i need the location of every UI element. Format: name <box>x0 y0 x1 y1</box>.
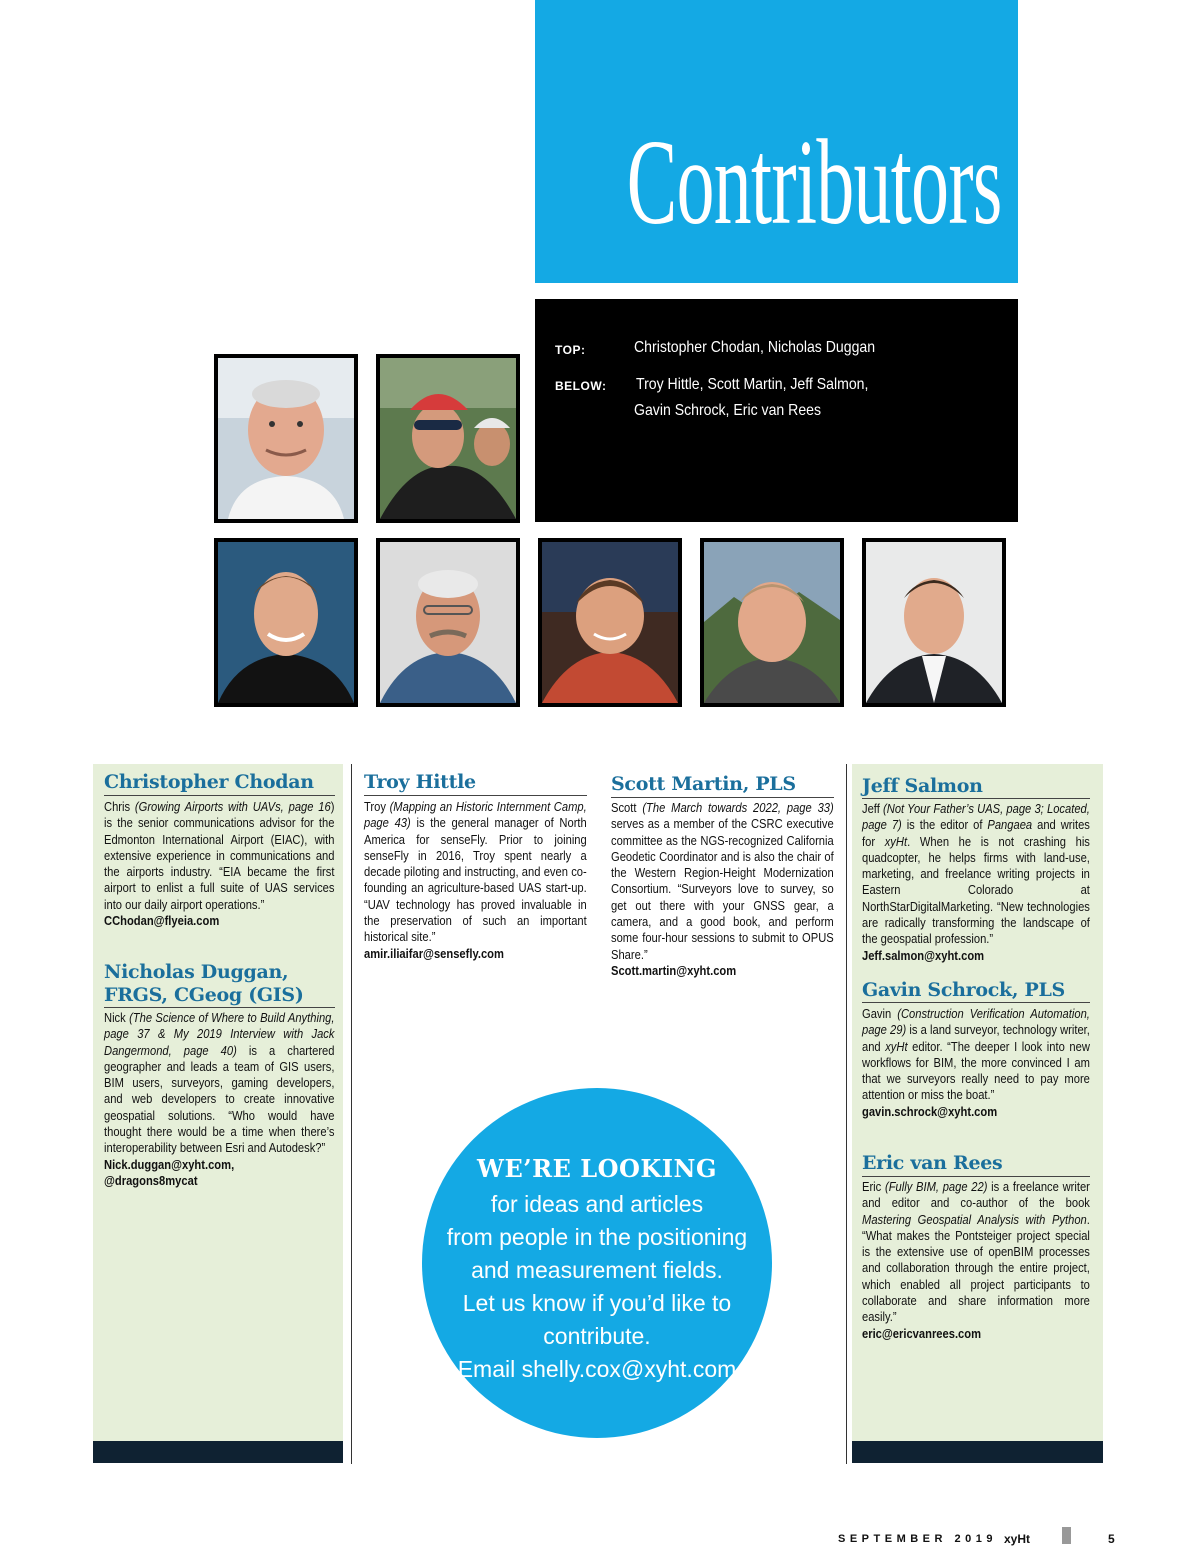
contributor-email: Scott.martin@xyht.com <box>611 962 737 978</box>
callout-line: Let us know if you’d like to <box>462 1290 732 1316</box>
photo-gavin-schrock <box>700 538 844 707</box>
name-rule <box>364 795 587 796</box>
contributor-bio: Jeff (Not Your Father’s UAS, page 3; Located, page 7) is the editor of Pangaea and writes for xyHt. When he is not crashing his quadcopter, he helps firms with land-use, marketing, and freelance writing projects in Eastern Colorado at NorthStarDigitalMarketing. “New technologies are radically transforming the landscape of the geospatial profession.” Jeff.salmon@xyht.com <box>862 801 1090 963</box>
callout-email[interactable]: Email shelly.cox@xyht.com <box>457 1356 737 1382</box>
contributor-name: FRGS, CGeog (GIS) <box>104 984 304 1006</box>
callout-line: and measurement fields. <box>471 1257 723 1283</box>
footer-date: SEPTEMBER 2019 <box>838 1533 997 1545</box>
contributor-bio: Scott (The March towards 2022, page 33) serves as a member of the CSRC executive committee as the NGS-recognized California Geodetic Coordinator and is also the chair of the Western Region-Height Modernization Consortium. “Surveyors love to survey, so get out there with your GNSS gear, a camera, and a good book, and perform some four-hour sessions to submit to OPUS Share.” Scott.martin@xyht.com <box>611 800 834 978</box>
contributor-email: Nick.duggan@xyht.com, <box>104 1156 235 1172</box>
column-divider <box>846 764 847 1464</box>
left-column-bar <box>93 1441 343 1463</box>
callout-line: contribute. <box>543 1323 651 1349</box>
photo-jeff-salmon <box>538 538 682 707</box>
photo-christopher-chodan <box>214 354 358 523</box>
contributor-bio: Nick (The Science of Where to Build Anything, page 37 & My 2019 Interview with Jack Dangermond, page 40) is a chartered geographer and leads a team of GIS users, BIM users, surveyors, gaming developers, and web developers to create innovative geospatial solutions. “Who would have thought there would be a time when there’s interoperability between Esri and Autodesk?” Nick.duggan@xyht.com, @dragons8mycat <box>104 1010 335 1188</box>
contributor-name: Nicholas Duggan, <box>104 961 289 983</box>
photo-scott-martin <box>376 538 520 707</box>
footer-magazine: xyHt <box>1004 1532 1031 1546</box>
page-title: Contributors <box>626 115 1002 250</box>
contributor-name: Christopher Chodan <box>104 771 314 793</box>
caption-top-label: TOP: <box>555 343 586 357</box>
column-divider <box>351 764 352 1464</box>
contributor-name: Troy Hittle <box>364 771 476 793</box>
contributor-name: Jeff Salmon <box>862 775 983 797</box>
contributor-email: gavin.schrock@xyht.com <box>862 1103 998 1119</box>
photo-caption-box <box>535 299 1018 522</box>
contributor-bio: Eric (Fully BIM, page 22) is a freelance writer and editor and co-author of the book Mastering Geospatial Analysis with Python. “What makes the Pontsteiger project special is the extensive use of openBIM processes and collaboration through the entire project, which enabled all project participants to collaborate and share information more easily.” eric@ericvanrees.com <box>862 1179 1090 1341</box>
contributor-bio: Gavin (Construction Verification Automation, page 29) is a land surveyor, technology writer, and xyHt editor. “The deeper I look into new workflows for BIM, the more convinced I am that we surveyors really need to pay more attention or miss the boat.” gavin.schrock@xyht.com <box>862 1006 1090 1119</box>
contributor-bio: Troy (Mapping an Historic Internment Camp, page 43) is the general manager of North America for senseFly. Prior to joining senseFly in 2016, Troy spent nearly a decade piloting and instructing, and even co-founding an agriculture-based UAS start-up. “UAV technology has proved invaluable in the preservation of such an important historical site.” amir.iliaifar@sensefly.com <box>364 799 587 961</box>
contributor-email: eric@ericvanrees.com <box>862 1325 982 1341</box>
footer-divider-block <box>1062 1527 1071 1544</box>
callout-headline: WE’RE LOOKING <box>477 1154 717 1183</box>
photo-eric-van-rees <box>862 538 1006 707</box>
callout-body <box>422 1188 772 1386</box>
contributor-handle: @dragons8mycat <box>104 1172 198 1188</box>
photo-troy-hittle <box>214 538 358 707</box>
callout-line: from people in the positioning <box>446 1224 748 1250</box>
name-rule <box>862 1176 1090 1177</box>
page-number: 5 <box>1108 1532 1115 1546</box>
caption-below-names-2: Gavin Schrock, Eric van Rees <box>634 402 822 419</box>
contributor-email: CChodan@flyeia.com <box>104 913 220 929</box>
contributor-name: Eric van Rees <box>862 1152 1003 1174</box>
contributor-email: Jeff.salmon@xyht.com <box>862 947 985 963</box>
contributor-bio: Chris (Growing Airports with UAVs, page 16) is the senior communications advisor for the Edmonton International Airport (EIAC), with extensive experience in communications and the airports industry. “EIA became the first airport to enlist a full suite of UAS services into our daily airport operations.” CChodan@flyeia.com <box>104 799 335 929</box>
name-rule <box>862 798 1090 799</box>
photo-nicholas-duggan <box>376 354 520 523</box>
name-rule <box>104 795 335 796</box>
callout-line: for ideas and articles <box>490 1191 704 1217</box>
caption-top-names: Christopher Chodan, Nicholas Duggan <box>634 339 876 356</box>
contributor-name: Gavin Schrock, PLS <box>862 979 1065 1001</box>
caption-below-names-1: Troy Hittle, Scott Martin, Jeff Salmon, <box>636 376 869 393</box>
right-column-bar <box>852 1441 1103 1463</box>
name-rule <box>611 797 834 798</box>
caption-below-label: BELOW: <box>555 379 607 393</box>
name-rule <box>104 1007 335 1008</box>
contributor-name: Scott Martin, PLS <box>611 773 796 795</box>
name-rule <box>862 1002 1090 1003</box>
title-banner <box>535 0 1018 283</box>
call-for-articles-circle <box>422 1088 772 1438</box>
contributor-email: amir.iliaifar@sensefly.com <box>364 945 504 961</box>
